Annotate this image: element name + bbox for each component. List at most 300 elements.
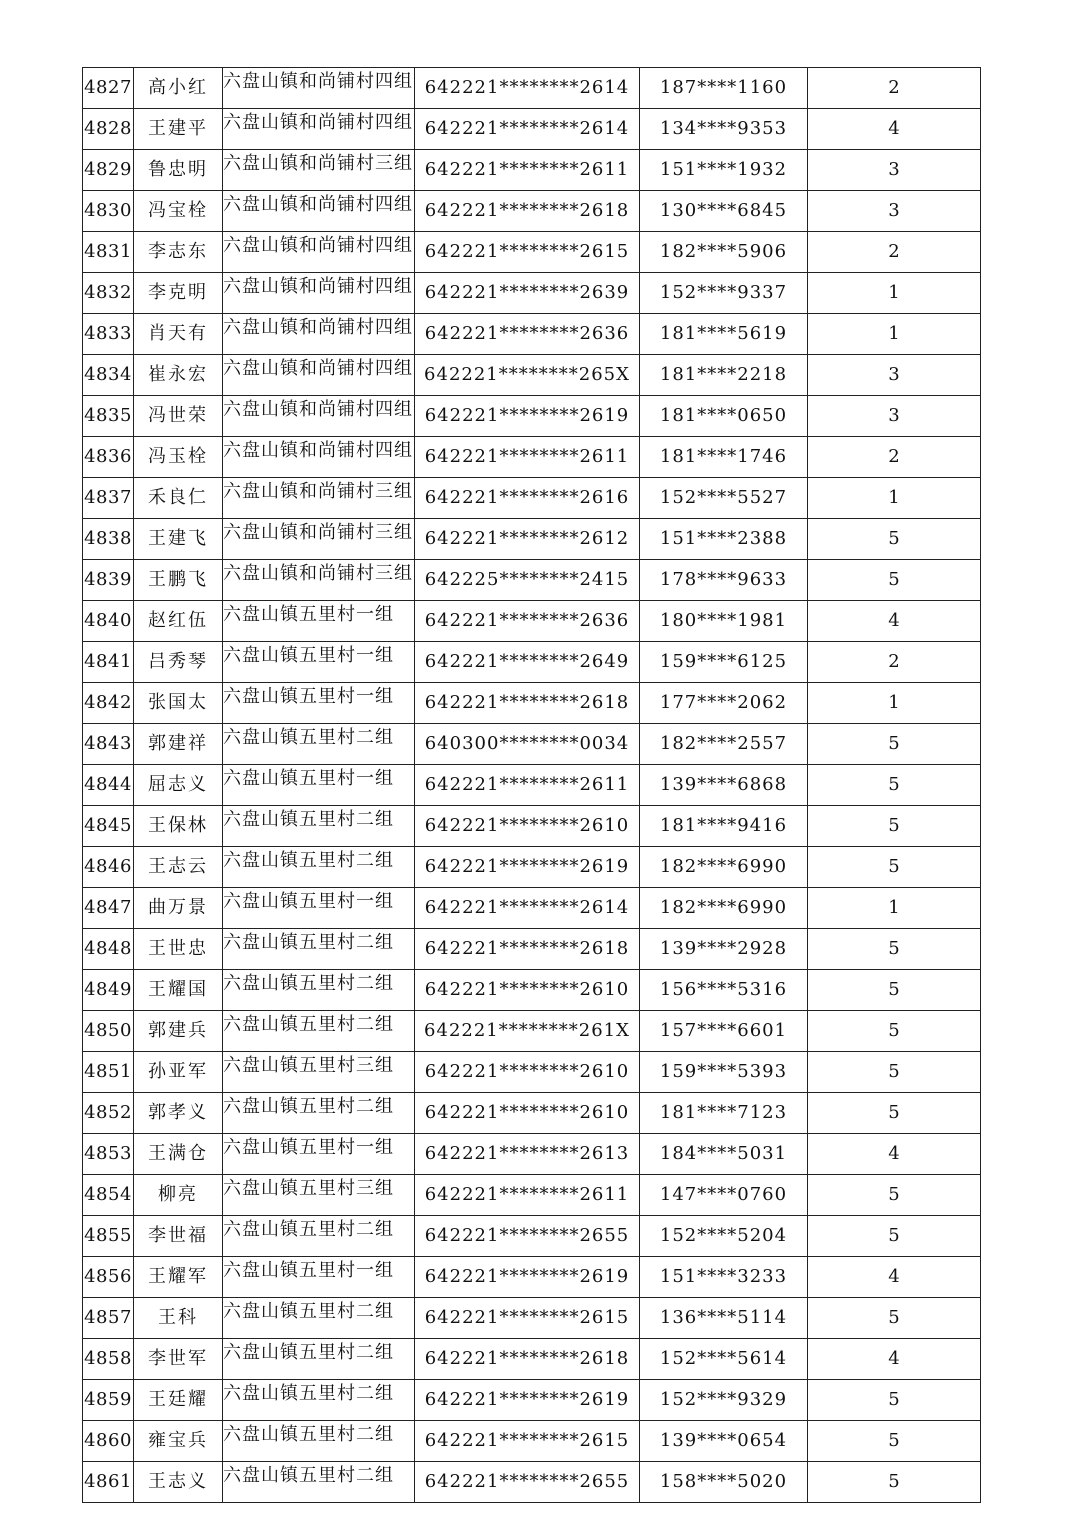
person-name-cell: [134, 1380, 223, 1421]
person-name-cell: [134, 765, 223, 806]
row-number: 4840: [84, 610, 132, 631]
id-number: 642221********2614: [424, 118, 630, 139]
row-number: 4858: [84, 1348, 132, 1369]
household-count: 5: [888, 1184, 900, 1205]
phone-number-cell: [640, 150, 808, 191]
phone-number: 151****3233: [659, 1266, 788, 1287]
id-number-cell: [415, 1339, 640, 1380]
phone-number-cell: [640, 1216, 808, 1257]
person-name: 郭建祥: [148, 733, 208, 754]
person-name: 赵红伍: [148, 610, 208, 631]
person-name: 曲万景: [148, 897, 208, 918]
row-number: 4831: [84, 241, 132, 262]
household-count-cell: [808, 1380, 981, 1421]
address-cell: [223, 724, 415, 765]
person-name: 高小红: [148, 77, 208, 98]
phone-number: 156****5316: [659, 979, 788, 1000]
row-number: 4860: [84, 1430, 132, 1451]
person-name: 王耀国: [148, 979, 208, 1000]
id-number-cell: [415, 929, 640, 970]
id-number: 642221********2610: [424, 979, 630, 1000]
address-cell: [223, 601, 415, 642]
address-cell: [223, 1380, 415, 1421]
phone-number-cell: [640, 191, 808, 232]
phone-number-cell: [640, 724, 808, 765]
row-number-cell: [83, 519, 134, 560]
row-number-cell: [83, 970, 134, 1011]
person-name-cell: [134, 1462, 223, 1503]
address-cell: [223, 1421, 415, 1462]
id-number-cell: [415, 109, 640, 150]
person-name-cell: [134, 724, 223, 765]
phone-number-cell: [640, 478, 808, 519]
household-count-cell: [808, 888, 981, 929]
phone-number: 184****5031: [659, 1143, 788, 1164]
person-name: 王廷耀: [148, 1389, 208, 1410]
phone-number: 180****1981: [659, 610, 788, 631]
id-number-cell: [415, 273, 640, 314]
id-number-cell: [415, 1134, 640, 1175]
person-name-cell: [134, 478, 223, 519]
phone-number-cell: [640, 929, 808, 970]
id-number-cell: [415, 724, 640, 765]
address-cell: [223, 1257, 415, 1298]
household-count-cell: [808, 437, 981, 478]
person-name: 王志云: [148, 856, 208, 877]
id-number-cell: [415, 232, 640, 273]
row-number: 4847: [84, 897, 132, 918]
phone-number-cell: [640, 519, 808, 560]
id-number: 642221********265X: [424, 364, 630, 385]
row-number-cell: [83, 1216, 134, 1257]
id-number-cell: [415, 1462, 640, 1503]
row-number-cell: [83, 929, 134, 970]
address-cell: [223, 1339, 415, 1380]
person-name: 李世福: [148, 1225, 208, 1246]
address-cell: [223, 519, 415, 560]
address-cell: [223, 109, 415, 150]
id-number: 642221********2636: [424, 323, 630, 344]
household-count-cell: [808, 1216, 981, 1257]
address: 六盘山镇五里村二组: [223, 1342, 394, 1363]
address: 六盘山镇五里村二组: [223, 850, 394, 871]
phone-number: 181****2218: [659, 364, 788, 385]
id-number: 642221********2616: [424, 487, 630, 508]
row-number: 4854: [84, 1184, 132, 1205]
person-name: 鲁忠明: [148, 159, 208, 180]
address-cell: [223, 396, 415, 437]
id-number: 642221********2615: [424, 241, 630, 262]
household-count: 5: [888, 1471, 900, 1492]
household-count-cell: [808, 1257, 981, 1298]
id-number: 642221********2619: [424, 856, 630, 877]
phone-number: 182****5906: [659, 241, 788, 262]
address-cell: [223, 1134, 415, 1175]
phone-number-cell: [640, 847, 808, 888]
phone-number: 139****6868: [659, 774, 788, 795]
id-number-cell: [415, 1380, 640, 1421]
address-cell: [223, 1052, 415, 1093]
person-name: 李克明: [148, 282, 208, 303]
row-number: 4844: [84, 774, 132, 795]
household-count-cell: [808, 847, 981, 888]
row-number-cell: [83, 1421, 134, 1462]
row-number-cell: [83, 1380, 134, 1421]
household-count-cell: [808, 1462, 981, 1503]
phone-number: 182****2557: [659, 733, 788, 754]
row-number: 4837: [84, 487, 132, 508]
address-cell: [223, 765, 415, 806]
table-row: [83, 1421, 981, 1462]
person-name: 王满仓: [148, 1143, 208, 1164]
household-count: 5: [888, 979, 900, 1000]
address-cell: [223, 1298, 415, 1339]
household-count: 2: [888, 651, 900, 672]
person-name-cell: [134, 1011, 223, 1052]
row-number-cell: [83, 437, 134, 478]
address: 六盘山镇五里村一组: [223, 891, 394, 912]
phone-number: 178****9633: [659, 569, 788, 590]
table-row: [83, 68, 981, 109]
row-number-cell: [83, 273, 134, 314]
person-name: 王志义: [148, 1471, 208, 1492]
address-cell: [223, 806, 415, 847]
phone-number-cell: [640, 355, 808, 396]
phone-number-cell: [640, 396, 808, 437]
address-cell: [223, 150, 415, 191]
person-name: 李志东: [148, 241, 208, 262]
address: 六盘山镇五里村二组: [223, 1465, 394, 1486]
id-number-cell: [415, 1298, 640, 1339]
row-number: 4830: [84, 200, 132, 221]
phone-number-cell: [640, 273, 808, 314]
person-name-cell: [134, 355, 223, 396]
address: 六盘山镇和尚铺村四组: [223, 317, 413, 338]
person-name-cell: [134, 273, 223, 314]
phone-number: 152****9337: [659, 282, 788, 303]
address-cell: [223, 1462, 415, 1503]
id-number: 642221********2618: [424, 200, 630, 221]
id-number-cell: [415, 888, 640, 929]
household-count-cell: [808, 970, 981, 1011]
person-name-cell: [134, 1298, 223, 1339]
row-number: 4851: [84, 1061, 132, 1082]
id-number: 642221********2612: [424, 528, 630, 549]
phone-number: 151****1932: [659, 159, 788, 180]
phone-number-cell: [640, 888, 808, 929]
address-cell: [223, 437, 415, 478]
household-count-cell: [808, 68, 981, 109]
id-number: 642221********2611: [424, 1184, 630, 1205]
household-count-cell: [808, 724, 981, 765]
person-name: 王保林: [148, 815, 208, 836]
household-count: 4: [888, 1348, 900, 1369]
address-cell: [223, 683, 415, 724]
household-count-cell: [808, 806, 981, 847]
row-number-cell: [83, 847, 134, 888]
person-name-cell: [134, 191, 223, 232]
person-name-cell: [134, 1339, 223, 1380]
household-count-cell: [808, 478, 981, 519]
id-number-cell: [415, 478, 640, 519]
row-number: 4849: [84, 979, 132, 1000]
address-cell: [223, 355, 415, 396]
phone-number: 152****9329: [659, 1389, 788, 1410]
household-count: 3: [888, 364, 900, 385]
id-number: 642221********2610: [424, 815, 630, 836]
person-name-cell: [134, 970, 223, 1011]
household-count: 1: [888, 487, 900, 508]
row-number-cell: [83, 806, 134, 847]
household-count: 1: [888, 692, 900, 713]
id-number: 642221********2618: [424, 1348, 630, 1369]
household-count-cell: [808, 1052, 981, 1093]
id-number-cell: [415, 642, 640, 683]
phone-number-cell: [640, 1421, 808, 1462]
row-number-cell: [83, 1011, 134, 1052]
household-count-cell: [808, 765, 981, 806]
phone-number-cell: [640, 1052, 808, 1093]
phone-number: 181****5619: [659, 323, 788, 344]
phone-number: 139****2928: [659, 938, 788, 959]
household-count: 3: [888, 405, 900, 426]
person-name-cell: [134, 642, 223, 683]
household-count-cell: [808, 355, 981, 396]
person-name-cell: [134, 1175, 223, 1216]
address-cell: [223, 970, 415, 1011]
phone-number: 159****6125: [659, 651, 788, 672]
id-number: 642221********2655: [424, 1471, 630, 1492]
person-name-cell: [134, 683, 223, 724]
row-number-cell: [83, 1052, 134, 1093]
address: 六盘山镇五里村二组: [223, 973, 394, 994]
address-cell: [223, 1216, 415, 1257]
phone-number-cell: [640, 1093, 808, 1134]
person-name: 王鹏飞: [148, 569, 208, 590]
address: 六盘山镇和尚铺村四组: [223, 194, 413, 215]
id-number-cell: [415, 1421, 640, 1462]
table-row: [83, 847, 981, 888]
row-number-cell: [83, 642, 134, 683]
household-count: 5: [888, 1225, 900, 1246]
household-count: 2: [888, 241, 900, 262]
id-number: 642221********2618: [424, 938, 630, 959]
person-name-cell: [134, 929, 223, 970]
row-number-cell: [83, 150, 134, 191]
id-number-cell: [415, 970, 640, 1011]
address: 六盘山镇和尚铺村四组: [223, 358, 413, 379]
phone-number-cell: [640, 437, 808, 478]
row-number-cell: [83, 601, 134, 642]
row-number: 4853: [84, 1143, 132, 1164]
person-name-cell: [134, 396, 223, 437]
person-name-cell: [134, 314, 223, 355]
row-number: 4857: [84, 1307, 132, 1328]
household-count-cell: [808, 273, 981, 314]
row-number-cell: [83, 724, 134, 765]
table-row: [83, 1134, 981, 1175]
phone-number-cell: [640, 232, 808, 273]
household-count-cell: [808, 1421, 981, 1462]
household-count: 5: [888, 815, 900, 836]
person-name-cell: [134, 437, 223, 478]
household-count: 5: [888, 569, 900, 590]
row-number: 4841: [84, 651, 132, 672]
row-number: 4835: [84, 405, 132, 426]
phone-number-cell: [640, 1257, 808, 1298]
address-cell: [223, 273, 415, 314]
row-number-cell: [83, 1339, 134, 1380]
phone-number: 152****5204: [659, 1225, 788, 1246]
household-count: 4: [888, 1266, 900, 1287]
id-number-cell: [415, 1175, 640, 1216]
address: 六盘山镇五里村三组: [223, 1178, 394, 1199]
table-row: [83, 232, 981, 273]
person-name-cell: [134, 1421, 223, 1462]
row-number-cell: [83, 1298, 134, 1339]
household-count: 4: [888, 1143, 900, 1164]
person-name-cell: [134, 1052, 223, 1093]
household-count-cell: [808, 519, 981, 560]
household-count-cell: [808, 314, 981, 355]
id-number-cell: [415, 150, 640, 191]
address-cell: [223, 232, 415, 273]
row-number: 4827: [84, 77, 132, 98]
id-number: 642221********2639: [424, 282, 630, 303]
address: 六盘山镇五里村二组: [223, 1219, 394, 1240]
person-name: 禾良仁: [148, 487, 208, 508]
id-number-cell: [415, 1257, 640, 1298]
table-row: [83, 601, 981, 642]
phone-number: 159****5393: [659, 1061, 788, 1082]
household-count-cell: [808, 1298, 981, 1339]
phone-number-cell: [640, 1298, 808, 1339]
id-number-cell: [415, 68, 640, 109]
address-cell: [223, 1093, 415, 1134]
row-number: 4833: [84, 323, 132, 344]
table-row: [83, 314, 981, 355]
person-name: 冯世荣: [148, 405, 208, 426]
person-name-cell: [134, 1093, 223, 1134]
id-number: 642221********2615: [424, 1307, 630, 1328]
id-number: 640300********0034: [424, 733, 630, 754]
table-row: [83, 888, 981, 929]
household-count: 5: [888, 733, 900, 754]
phone-number: 182****6990: [659, 897, 788, 918]
phone-number-cell: [640, 109, 808, 150]
phone-number: 181****0650: [659, 405, 788, 426]
table-row: [83, 1462, 981, 1503]
row-number: 4859: [84, 1389, 132, 1410]
id-number: 642221********2611: [424, 774, 630, 795]
row-number: 4838: [84, 528, 132, 549]
household-count: 1: [888, 323, 900, 344]
row-number: 4855: [84, 1225, 132, 1246]
phone-number-cell: [640, 1134, 808, 1175]
table-row: [83, 642, 981, 683]
address: 六盘山镇五里村一组: [223, 1137, 394, 1158]
row-number-cell: [83, 1462, 134, 1503]
person-name: 冯宝栓: [148, 200, 208, 221]
phone-number-cell: [640, 1011, 808, 1052]
person-name: 张国太: [148, 692, 208, 713]
table-row: [83, 1011, 981, 1052]
household-count-cell: [808, 560, 981, 601]
roster-body: [83, 68, 981, 1503]
household-count-cell: [808, 1011, 981, 1052]
household-count: 5: [888, 774, 900, 795]
row-number-cell: [83, 232, 134, 273]
address: 六盘山镇五里村二组: [223, 1383, 394, 1404]
row-number: 4845: [84, 815, 132, 836]
id-number: 642221********2614: [424, 897, 630, 918]
row-number: 4846: [84, 856, 132, 877]
table-row: [83, 806, 981, 847]
id-number: 642221********2655: [424, 1225, 630, 1246]
row-number-cell: [83, 1093, 134, 1134]
id-number: 642221********2636: [424, 610, 630, 631]
household-count: 4: [888, 118, 900, 139]
row-number-cell: [83, 314, 134, 355]
person-name-cell: [134, 109, 223, 150]
id-number: 642221********2615: [424, 1430, 630, 1451]
row-number: 4850: [84, 1020, 132, 1041]
row-number-cell: [83, 396, 134, 437]
household-count: 5: [888, 856, 900, 877]
id-number: 642221********2611: [424, 446, 630, 467]
phone-number-cell: [640, 1380, 808, 1421]
phone-number: 181****7123: [659, 1102, 788, 1123]
id-number: 642221********2614: [424, 77, 630, 98]
phone-number: 181****9416: [659, 815, 788, 836]
row-number-cell: [83, 68, 134, 109]
phone-number-cell: [640, 314, 808, 355]
table-row: [83, 396, 981, 437]
address: 六盘山镇五里村一组: [223, 645, 394, 666]
address-cell: [223, 478, 415, 519]
address-cell: [223, 1011, 415, 1052]
household-count-cell: [808, 1134, 981, 1175]
phone-number: 182****6990: [659, 856, 788, 877]
row-number-cell: [83, 355, 134, 396]
phone-number-cell: [640, 683, 808, 724]
address: 六盘山镇和尚铺村三组: [223, 563, 413, 584]
id-number-cell: [415, 765, 640, 806]
household-count-cell: [808, 396, 981, 437]
id-number: 642221********2619: [424, 405, 630, 426]
id-number-cell: [415, 1052, 640, 1093]
phone-number-cell: [640, 765, 808, 806]
household-count: 2: [888, 446, 900, 467]
table-row: [83, 765, 981, 806]
phone-number-cell: [640, 68, 808, 109]
person-name-cell: [134, 806, 223, 847]
household-count: 5: [888, 1061, 900, 1082]
address-cell: [223, 560, 415, 601]
household-count: 4: [888, 610, 900, 631]
household-count: 3: [888, 159, 900, 180]
household-count-cell: [808, 642, 981, 683]
address-cell: [223, 929, 415, 970]
household-count-cell: [808, 191, 981, 232]
phone-number-cell: [640, 1462, 808, 1503]
row-number-cell: [83, 1134, 134, 1175]
person-name: 孙亚军: [148, 1061, 208, 1082]
row-number: 4852: [84, 1102, 132, 1123]
phone-number-cell: [640, 806, 808, 847]
household-count: 5: [888, 938, 900, 959]
row-number: 4861: [84, 1471, 132, 1492]
